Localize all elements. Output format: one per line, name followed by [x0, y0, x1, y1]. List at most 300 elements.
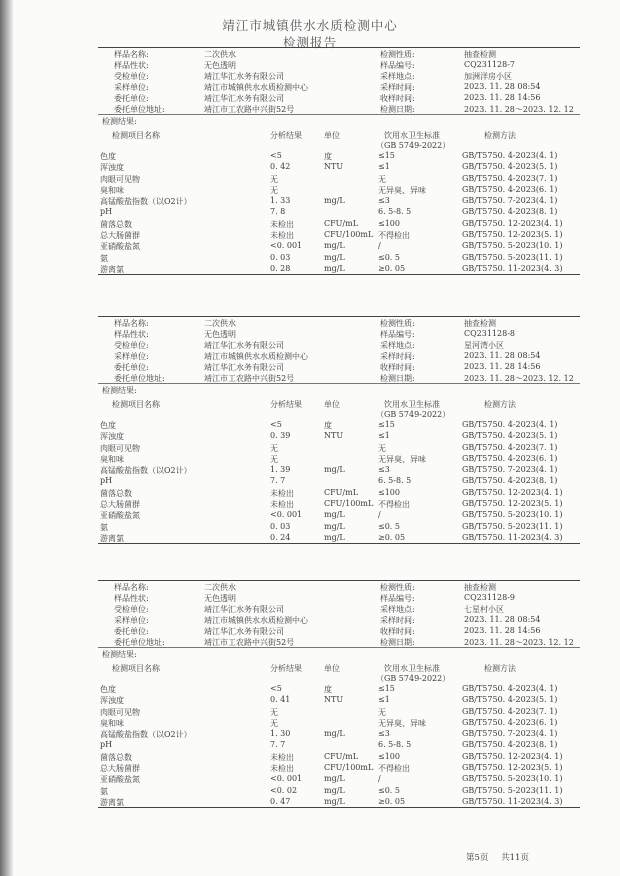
cell-standard: 6. 5-8. 5 — [378, 476, 412, 486]
cell-item: 亚硝酸盐氮 — [100, 775, 140, 785]
field-value: 星河湾小区 — [464, 341, 504, 350]
col-standard-ref: （GB 5749-2022） — [376, 410, 451, 419]
field-label: 收样时间: — [380, 363, 415, 372]
field-label: 样品性状: — [114, 61, 149, 70]
cell-item: 游离氯 — [100, 533, 124, 543]
cell-item: 高锰酸盐指数（以O2计） — [100, 730, 192, 740]
field-label: 采样单位: — [114, 83, 149, 92]
table-row — [98, 796, 580, 807]
cell-result: <5 — [270, 420, 282, 429]
cell-standard: ≤3 — [378, 729, 390, 739]
cell-method: GB/T5750. 11-2023(4. 3) — [462, 796, 563, 806]
field-label: 采样地点: — [380, 341, 415, 350]
info-row — [98, 581, 580, 592]
col-method-header: 检测方法 — [484, 400, 516, 409]
cell-result: <0. 02 — [270, 785, 298, 795]
table-row — [98, 773, 580, 784]
cell-method: GB/T5750. 12-2023(5. 1) — [462, 230, 563, 240]
cell-standard: 无 — [378, 443, 386, 453]
cell-method: GB/T5750. 4-2023(5. 1) — [462, 162, 558, 172]
field-label: 检测性质: — [380, 583, 415, 592]
cell-item: 总大肠菌群 — [100, 500, 140, 510]
cell-standard: / — [378, 510, 381, 520]
table-row — [98, 206, 580, 217]
cell-method: GB/T5750. 4-2023(8. 1) — [462, 740, 558, 750]
col-standard-ref: （GB 5749-2022） — [376, 141, 451, 150]
field-label: 检测日期: — [380, 374, 415, 383]
results-heading: 检测结果: — [102, 386, 137, 395]
info-row — [98, 625, 580, 636]
cell-result: 7. 8 — [270, 207, 286, 217]
cell-method: GB/T5750. 4-2023(6. 1) — [462, 453, 558, 463]
cell-result: 1. 33 — [270, 196, 291, 206]
cell-method: GB/T5750. 12-2023(4. 1) — [462, 218, 563, 228]
table-row — [98, 498, 580, 509]
cell-standard: ≤15 — [378, 420, 395, 429]
table-row — [98, 464, 580, 475]
field-value: 抽查检测 — [464, 50, 496, 59]
cell-unit: CFU/100mL — [324, 763, 374, 773]
table-row — [98, 263, 580, 274]
cell-item: 总大肠菌群 — [100, 764, 140, 774]
field-value: 无色透明 — [204, 330, 236, 339]
field-value: CQ231128-7 — [464, 60, 516, 69]
cell-item: pH — [100, 740, 113, 750]
field-value: 无色透明 — [204, 61, 236, 70]
field-label: 检测日期: — [380, 638, 415, 647]
cell-method: GB/T5750. 4-2023(7. 1) — [462, 706, 558, 716]
cell-unit: CFU/mL — [324, 218, 359, 228]
field-value: 靖江市城镇供水水质检测中心 — [204, 352, 308, 361]
table-row — [98, 184, 580, 195]
field-label: 采样地点: — [380, 605, 415, 614]
cell-standard: ≤3 — [378, 196, 390, 206]
field-value: CQ231128-8 — [464, 329, 516, 338]
table-row — [98, 218, 580, 229]
scan-edge-shadow — [0, 0, 14, 876]
info-row — [98, 92, 580, 103]
cell-standard: 无 — [378, 174, 386, 184]
field-value: 2023. 11. 28 08:54 — [464, 615, 541, 624]
field-value: 抽查检测 — [464, 583, 496, 592]
table-row — [98, 161, 580, 172]
cell-result: 无 — [270, 185, 278, 195]
cell-method: GB/T5750. 5-2023(11. 1) — [462, 521, 563, 531]
table-row — [98, 229, 580, 240]
cell-standard: ≥0. 05 — [378, 532, 406, 542]
field-value: 2023. 11. 28 14:56 — [464, 93, 541, 102]
cell-standard: 无异臭、异味 — [378, 185, 426, 195]
field-value: 2023. 11. 28～2023. 12. 12 — [464, 638, 574, 647]
cell-standard: ≤100 — [378, 751, 400, 761]
table-row — [98, 453, 580, 464]
cell-method: GB/T5750. 7-2023(4. 1) — [462, 729, 558, 739]
table-row — [98, 751, 580, 762]
cell-item: 色度 — [100, 152, 116, 161]
cell-result: 7. 7 — [270, 740, 286, 750]
cell-unit: 度 — [324, 421, 332, 430]
field-value: 2023. 11. 28～2023. 12. 12 — [464, 374, 574, 383]
cell-method: GB/T5750. 4-2023(6. 1) — [462, 717, 558, 727]
cell-unit: CFU/100mL — [324, 499, 374, 509]
table-row — [98, 521, 580, 532]
field-label: 样品编号: — [380, 61, 415, 70]
col-result-header: 分析结果 — [270, 400, 302, 409]
cell-item: 色度 — [100, 685, 116, 694]
col-standard-header: 饮用水卫生标准 — [384, 400, 440, 409]
cell-method: GB/T5750. 4-2023(4. 1) — [462, 684, 558, 693]
info-row — [98, 636, 580, 647]
cell-standard: ≤0. 5 — [378, 785, 400, 795]
cell-item: 色度 — [100, 421, 116, 430]
cell-item: 臭和味 — [100, 718, 124, 728]
field-value: 靖江市工农路中兴街52号 — [204, 638, 295, 647]
field-label: 采样单位: — [114, 616, 149, 625]
cell-standard: / — [378, 241, 381, 251]
cell-result: <0. 001 — [270, 774, 303, 784]
cell-item: 氨 — [100, 253, 108, 263]
table-row — [98, 240, 580, 251]
sample-block — [98, 47, 580, 275]
cell-unit: mg/L — [324, 785, 345, 795]
cell-result: 0. 03 — [270, 521, 291, 531]
cell-standard: / — [378, 774, 381, 784]
field-label: 样品名称: — [114, 319, 149, 328]
cell-method: GB/T5750. 11-2023(4. 3) — [462, 263, 563, 273]
field-label: 样品性状: — [114, 330, 149, 339]
cell-standard: ≤15 — [378, 151, 395, 160]
cell-item: 氨 — [100, 522, 108, 532]
cell-method: GB/T5750. 12-2023(5. 1) — [462, 499, 563, 509]
col-result-header: 分析结果 — [270, 664, 302, 673]
info-row — [98, 48, 580, 59]
cell-result: 0. 28 — [270, 263, 291, 273]
cell-item: 高锰酸盐指数（以O2计） — [100, 466, 192, 476]
table-row — [98, 532, 580, 543]
col-method-header: 检测方法 — [484, 131, 516, 140]
col-unit-header: 单位 — [324, 400, 340, 409]
field-value: 靖江华汇水务有限公司 — [204, 627, 284, 636]
info-row — [98, 592, 580, 603]
info-row — [98, 328, 580, 339]
lab-title: 靖江市城镇供水水质检测中心 — [222, 18, 398, 33]
field-value: 七星村小区 — [464, 605, 504, 614]
table-row — [98, 717, 580, 728]
sample-block — [98, 580, 580, 808]
cell-method: GB/T5750. 4-2023(5. 1) — [462, 695, 558, 705]
cell-result: 未检出 — [270, 764, 294, 774]
info-row — [98, 59, 580, 70]
cell-result: <5 — [270, 151, 282, 160]
field-label: 采样单位: — [114, 352, 149, 361]
field-label: 委托单位地址: — [114, 638, 165, 647]
field-value: 靖江华汇水务有限公司 — [204, 72, 284, 81]
col-method-header: 检测方法 — [484, 664, 516, 673]
field-label: 采样时间: — [380, 352, 415, 361]
table-row — [98, 475, 580, 486]
field-value: 靖江华汇水务有限公司 — [204, 94, 284, 103]
cell-unit: CFU/mL — [324, 751, 359, 761]
cell-item: 浑浊度 — [100, 432, 124, 442]
block-bottom-rule — [98, 543, 580, 544]
page-footer — [466, 851, 539, 863]
table-header — [98, 661, 580, 683]
table-row — [98, 706, 580, 717]
col-standard-header: 饮用水卫生标准 — [384, 131, 440, 140]
cell-method: GB/T5750. 4-2023(5. 1) — [462, 431, 558, 441]
cell-method: GB/T5750. 4-2023(7. 1) — [462, 442, 558, 452]
info-row — [98, 614, 580, 625]
field-value: 二次供水 — [204, 583, 236, 592]
table-row — [98, 762, 580, 773]
cell-item: 肉眼可见物 — [100, 443, 140, 453]
cell-standard: 不得检出 — [378, 231, 410, 241]
col-item-header: 检测项目名称 — [112, 131, 160, 140]
cell-item: 菌落总数 — [100, 219, 132, 229]
info-row — [98, 103, 580, 114]
field-value: 2023. 11. 28 08:54 — [464, 82, 541, 91]
table-row — [98, 509, 580, 520]
info-row — [98, 70, 580, 81]
cell-standard: ≤0. 5 — [378, 521, 400, 531]
table-row — [98, 430, 580, 441]
cell-standard: ≤1 — [378, 162, 390, 172]
info-row — [98, 317, 580, 328]
field-label: 收样时间: — [380, 94, 415, 103]
cell-method: GB/T5750. 4-2023(4. 1) — [462, 151, 558, 160]
col-item-header: 检测项目名称 — [112, 664, 160, 673]
field-value: 2023. 11. 28 14:56 — [464, 626, 541, 635]
cell-standard: 6. 5-8. 5 — [378, 207, 412, 217]
field-label: 委托单位: — [114, 94, 149, 103]
cell-method: GB/T5750. 7-2023(4. 1) — [462, 465, 558, 475]
field-label: 委托单位: — [114, 627, 149, 636]
table-row — [98, 683, 580, 694]
cell-result: 1. 30 — [270, 729, 291, 739]
cell-result: 无 — [270, 174, 278, 184]
cell-item: 游离氯 — [100, 797, 124, 807]
cell-standard: ≤15 — [378, 684, 395, 693]
cell-result: 0. 39 — [270, 431, 291, 441]
field-value: 靖江市工农路中兴街52号 — [204, 105, 295, 114]
cell-item: pH — [100, 476, 113, 486]
cell-item: 亚硝酸盐氮 — [100, 511, 140, 521]
cell-standard: ≤3 — [378, 465, 390, 475]
cell-standard: ≥0. 05 — [378, 263, 406, 273]
field-label: 样品性状: — [114, 594, 149, 603]
cell-unit: NTU — [324, 162, 344, 172]
field-label: 收样时间: — [380, 627, 415, 636]
field-value: 2023. 11. 28～2023. 12. 12 — [464, 105, 574, 114]
cell-unit: 度 — [324, 152, 332, 161]
cell-result: <0. 001 — [270, 241, 303, 251]
field-label: 样品名称: — [114, 50, 149, 59]
cell-unit: CFU/mL — [324, 487, 359, 497]
col-unit-header: 单位 — [324, 131, 340, 140]
field-value: 2023. 11. 28 14:56 — [464, 362, 541, 371]
cell-standard: 不得检出 — [378, 764, 410, 774]
field-label: 样品编号: — [380, 594, 415, 603]
cell-unit: mg/L — [324, 521, 345, 531]
cell-item: 浑浊度 — [100, 696, 124, 706]
table-row — [98, 694, 580, 705]
col-item-header: 检测项目名称 — [112, 400, 160, 409]
cell-item: 浑浊度 — [100, 163, 124, 173]
info-row — [98, 81, 580, 92]
cell-method: GB/T5750. 5-2023(10. 1) — [462, 774, 563, 784]
field-value: 靖江市工农路中兴街52号 — [204, 374, 295, 383]
field-label: 采样时间: — [380, 616, 415, 625]
field-value: 加洲洋房小区 — [464, 72, 512, 81]
table-row — [98, 173, 580, 184]
cell-result: 未检出 — [270, 752, 294, 762]
cell-result: 0. 03 — [270, 252, 291, 262]
info-row — [98, 603, 580, 614]
cell-method: GB/T5750. 5-2023(10. 1) — [462, 510, 563, 520]
cell-result: 无 — [270, 718, 278, 728]
field-value: 无色透明 — [204, 594, 236, 603]
cell-result: <5 — [270, 684, 282, 693]
cell-unit: mg/L — [324, 465, 345, 475]
cell-standard: 6. 5-8. 5 — [378, 740, 412, 750]
cell-result: 无 — [270, 454, 278, 464]
cell-unit: mg/L — [324, 774, 345, 784]
cell-unit: mg/L — [324, 263, 345, 273]
cell-item: 臭和味 — [100, 454, 124, 464]
cell-standard: ≤0. 5 — [378, 252, 400, 262]
cell-standard: ≤1 — [378, 695, 390, 705]
cell-unit: mg/L — [324, 196, 345, 206]
cell-unit: mg/L — [324, 532, 345, 542]
col-unit-header: 单位 — [324, 664, 340, 673]
info-row — [98, 339, 580, 350]
cell-unit: NTU — [324, 695, 344, 705]
field-value: 靖江华汇水务有限公司 — [204, 363, 284, 372]
info-row — [98, 361, 580, 372]
cell-method: GB/T5750. 5-2023(11. 1) — [462, 785, 563, 795]
table-row — [98, 252, 580, 263]
cell-standard: 无异臭、异味 — [378, 454, 426, 464]
table-row — [98, 785, 580, 796]
cell-unit: NTU — [324, 431, 344, 441]
cell-result: 0. 42 — [270, 162, 291, 172]
cell-result: 无 — [270, 707, 278, 717]
cell-method: GB/T5750. 12-2023(4. 1) — [462, 487, 563, 497]
cell-method: GB/T5750. 4-2023(4. 1) — [462, 420, 558, 429]
table-row — [98, 487, 580, 498]
table-row — [98, 150, 580, 161]
field-value: 靖江华汇水务有限公司 — [204, 605, 284, 614]
field-label: 委托单位地址: — [114, 105, 165, 114]
cell-standard: 不得检出 — [378, 500, 410, 510]
field-value: 二次供水 — [204, 319, 236, 328]
cell-unit: mg/L — [324, 510, 345, 520]
table-row — [98, 728, 580, 739]
info-row — [98, 372, 580, 383]
cell-item: 氨 — [100, 786, 108, 796]
cell-result: 无 — [270, 443, 278, 453]
cell-standard: 无 — [378, 707, 386, 717]
col-result-header: 分析结果 — [270, 131, 302, 140]
block-bottom-rule — [98, 807, 580, 808]
cell-result: 未检出 — [270, 488, 294, 498]
cell-item: 肉眼可见物 — [100, 707, 140, 717]
field-label: 采样时间: — [380, 83, 415, 92]
table-row — [98, 442, 580, 453]
table-row — [98, 419, 580, 430]
field-label: 委托单位: — [114, 363, 149, 372]
cell-unit: mg/L — [324, 241, 345, 251]
cell-item: pH — [100, 207, 113, 217]
table-row — [98, 739, 580, 750]
cell-method: GB/T5750. 5-2023(11. 1) — [462, 252, 563, 262]
cell-method: GB/T5750. 4-2023(7. 1) — [462, 173, 558, 183]
cell-standard: 无异臭、异味 — [378, 718, 426, 728]
col-standard-ref: （GB 5749-2022） — [376, 674, 451, 683]
field-value: 抽查检测 — [464, 319, 496, 328]
cell-result: 未检出 — [270, 231, 294, 241]
field-label: 检测日期: — [380, 105, 415, 114]
cell-method: GB/T5750. 11-2023(4. 3) — [462, 532, 563, 542]
cell-unit: mg/L — [324, 252, 345, 262]
cell-standard: ≥0. 05 — [378, 796, 406, 806]
cell-item: 肉眼可见物 — [100, 174, 140, 184]
field-label: 样品编号: — [380, 330, 415, 339]
cell-result: 未检出 — [270, 500, 294, 510]
field-label: 受检单位: — [114, 605, 149, 614]
cell-result: 未检出 — [270, 219, 294, 229]
page-total: 共11页 — [501, 853, 529, 863]
field-value: CQ231128-9 — [464, 593, 516, 602]
cell-method: GB/T5750. 5-2023(10. 1) — [462, 241, 563, 251]
field-label: 检测性质: — [380, 50, 415, 59]
cell-item: 臭和味 — [100, 185, 124, 195]
cell-method: GB/T5750. 4-2023(8. 1) — [462, 476, 558, 486]
cell-result: 0. 24 — [270, 532, 291, 542]
cell-result: 0. 47 — [270, 796, 291, 806]
field-label: 样品名称: — [114, 583, 149, 592]
results-heading: 检测结果: — [102, 650, 137, 659]
field-label: 采样地点: — [380, 72, 415, 81]
cell-method: GB/T5750. 12-2023(5. 1) — [462, 763, 563, 773]
sample-block — [98, 316, 580, 544]
cell-item: 游离氯 — [100, 264, 124, 274]
cell-item: 高锰酸盐指数（以O2计） — [100, 197, 192, 207]
page-number: 第5页 — [466, 853, 489, 863]
field-value: 靖江市城镇供水水质检测中心 — [204, 616, 308, 625]
cell-standard: ≤100 — [378, 218, 400, 228]
cell-result: <0. 001 — [270, 510, 303, 520]
table-header — [98, 397, 580, 419]
cell-method: GB/T5750. 12-2023(4. 1) — [462, 751, 563, 761]
cell-unit: 度 — [324, 685, 332, 694]
cell-unit: mg/L — [324, 796, 345, 806]
field-value: 靖江华汇水务有限公司 — [204, 341, 284, 350]
col-standard-header: 饮用水卫生标准 — [384, 664, 440, 673]
cell-method: GB/T5750. 7-2023(4. 1) — [462, 196, 558, 206]
cell-unit: mg/L — [324, 729, 345, 739]
block-bottom-rule — [98, 274, 580, 275]
cell-item: 亚硝酸盐氮 — [100, 242, 140, 252]
cell-standard: ≤100 — [378, 487, 400, 497]
info-row — [98, 350, 580, 361]
results-heading: 检测结果: — [102, 117, 137, 126]
field-label: 检测性质: — [380, 319, 415, 328]
table-row — [98, 195, 580, 206]
field-label: 委托单位地址: — [114, 374, 165, 383]
cell-item: 菌落总数 — [100, 488, 132, 498]
field-value: 二次供水 — [204, 50, 236, 59]
